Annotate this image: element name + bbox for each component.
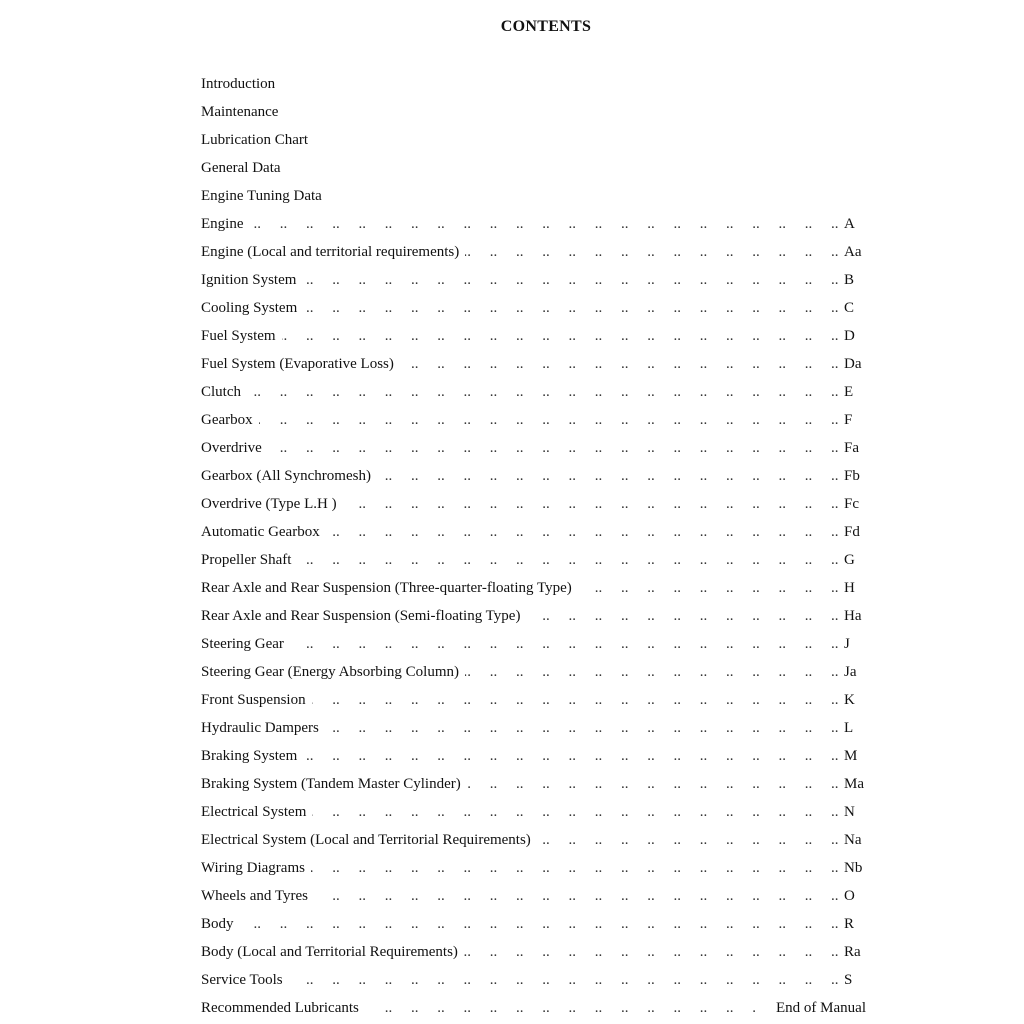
toc-entry-title: Body (Local and Territorial Requirements)	[201, 938, 464, 966]
toc-entry	[201, 490, 866, 518]
toc-entry-title: Lubrication Chart	[201, 126, 314, 154]
toc-entry	[201, 938, 866, 966]
toc-entry-title: Engine	[201, 210, 250, 238]
toc-entry-title: Body	[201, 910, 240, 938]
toc-entry-title: Recommended Lubricants	[201, 994, 365, 1022]
toc-entry	[201, 910, 866, 938]
toc-entry-title: Overdrive	[201, 434, 268, 462]
toc-entry	[201, 126, 866, 154]
toc-entry-section: A	[844, 210, 866, 238]
toc-entry	[201, 518, 866, 546]
toc-entry-title: Braking System (Tandem Master Cylinder)	[201, 770, 467, 798]
toc-entry-section: End of Manual	[772, 994, 866, 1022]
toc-entry	[201, 434, 866, 462]
toc-entry	[201, 602, 866, 630]
toc-entry-section: R	[844, 910, 866, 938]
toc-entry	[201, 406, 866, 434]
toc-entry-title: Engine (Local and territorial requirements)	[201, 238, 465, 266]
toc-entry-section: M	[844, 742, 866, 770]
toc-entry-section: Ma	[844, 770, 866, 798]
toc-entry	[201, 154, 866, 182]
toc-entry-section: E	[844, 378, 866, 406]
toc-entry	[201, 854, 866, 882]
toc-entry-section: Da	[844, 350, 866, 378]
toc-entry	[201, 378, 866, 406]
toc-entry	[201, 994, 866, 1022]
toc-entry-section: Fb	[844, 462, 866, 490]
toc-entry-section: Fd	[844, 518, 866, 546]
table-of-contents	[201, 70, 866, 1022]
toc-entry-section: Aa	[844, 238, 866, 266]
toc-entry-title: Steering Gear	[201, 630, 290, 658]
toc-entry	[201, 182, 866, 210]
toc-entry	[201, 826, 866, 854]
toc-entry	[201, 742, 866, 770]
dot-leader	[201, 630, 844, 658]
dot-leader	[201, 546, 844, 574]
toc-entry-title: Ignition System	[201, 266, 302, 294]
toc-entry-title: Clutch	[201, 378, 247, 406]
toc-entry-section: Na	[844, 826, 866, 854]
toc-entry-title: Fuel System (Evaporative Loss)	[201, 350, 400, 378]
toc-entry	[201, 294, 866, 322]
toc-entry-section: Ra	[844, 938, 866, 966]
toc-entry-title: Gearbox	[201, 406, 259, 434]
toc-entry-section: F	[844, 406, 866, 434]
toc-entry-title: Wheels and Tyres	[201, 882, 314, 910]
toc-entry	[201, 966, 866, 994]
toc-entry-title: Gearbox (All Synchromesh)	[201, 462, 377, 490]
toc-entry-section: L	[844, 714, 866, 742]
toc-entry	[201, 714, 866, 742]
toc-entry	[201, 686, 866, 714]
dot-leader	[201, 406, 844, 434]
toc-entry-section: Fa	[844, 434, 866, 462]
dot-leader	[201, 378, 844, 406]
toc-entry-title: Service Tools	[201, 966, 289, 994]
toc-entry	[201, 770, 866, 798]
toc-entry-section: O	[844, 882, 866, 910]
toc-entry	[201, 882, 866, 910]
toc-entry-section: Ha	[844, 602, 866, 630]
dot-leader	[201, 434, 844, 462]
toc-entry	[201, 798, 866, 826]
toc-entry	[201, 574, 866, 602]
toc-entry-title: Front Suspension	[201, 686, 312, 714]
dot-leader	[201, 966, 844, 994]
toc-entry-title: Introduction	[201, 70, 281, 98]
toc-entry	[201, 350, 866, 378]
toc-entry	[201, 630, 866, 658]
toc-entry-title: Maintenance	[201, 98, 284, 126]
toc-entry	[201, 210, 866, 238]
toc-entry-title: Hydraulic Dampers	[201, 714, 325, 742]
toc-entry	[201, 98, 866, 126]
toc-entry	[201, 546, 866, 574]
dot-leader	[201, 210, 844, 238]
toc-entry-section: J	[844, 630, 866, 658]
toc-entry	[201, 462, 866, 490]
toc-entry-section: Nb	[844, 854, 866, 882]
toc-entry-title: General Data	[201, 154, 287, 182]
toc-entry-section: K	[844, 686, 866, 714]
toc-entry-title: Propeller Shaft	[201, 546, 297, 574]
toc-entry-section: B	[844, 266, 866, 294]
page-title: CONTENTS	[500, 18, 592, 35]
toc-entry-title: Rear Axle and Rear Suspension (Semi-floating Type)	[201, 602, 526, 630]
toc-entry-title: Engine Tuning Data	[201, 182, 328, 210]
toc-entry-section: C	[844, 294, 866, 322]
toc-entry-title: Fuel System	[201, 322, 282, 350]
toc-entry-title: Braking System	[201, 742, 303, 770]
toc-entry-title: Overdrive (Type L.H )	[201, 490, 343, 518]
toc-entry-title: Wiring Diagrams	[201, 854, 311, 882]
toc-entry-title: Cooling System	[201, 294, 303, 322]
toc-entry-section: D	[844, 322, 866, 350]
dot-leader	[201, 322, 844, 350]
toc-entry	[201, 70, 866, 98]
toc-entry	[201, 266, 866, 294]
toc-entry	[201, 238, 866, 266]
toc-entry-section: N	[844, 798, 866, 826]
toc-entry-section: Ja	[844, 658, 866, 686]
toc-entry	[201, 658, 866, 686]
toc-entry-title: Electrical System (Local and Territorial Requirements)	[201, 826, 537, 854]
toc-entry-title: Automatic Gearbox	[201, 518, 326, 546]
toc-entry-section: G	[844, 546, 866, 574]
toc-entry	[201, 322, 866, 350]
toc-entry-title: Rear Axle and Rear Suspension (Three-quarter-floating Type)	[201, 574, 578, 602]
toc-entry-section: H	[844, 574, 866, 602]
toc-entry-title: Steering Gear (Energy Absorbing Column)	[201, 658, 465, 686]
toc-entry-title: Electrical System	[201, 798, 312, 826]
toc-entry-section: S	[844, 966, 866, 994]
dot-leader	[201, 910, 844, 938]
toc-entry-section: Fc	[844, 490, 866, 518]
